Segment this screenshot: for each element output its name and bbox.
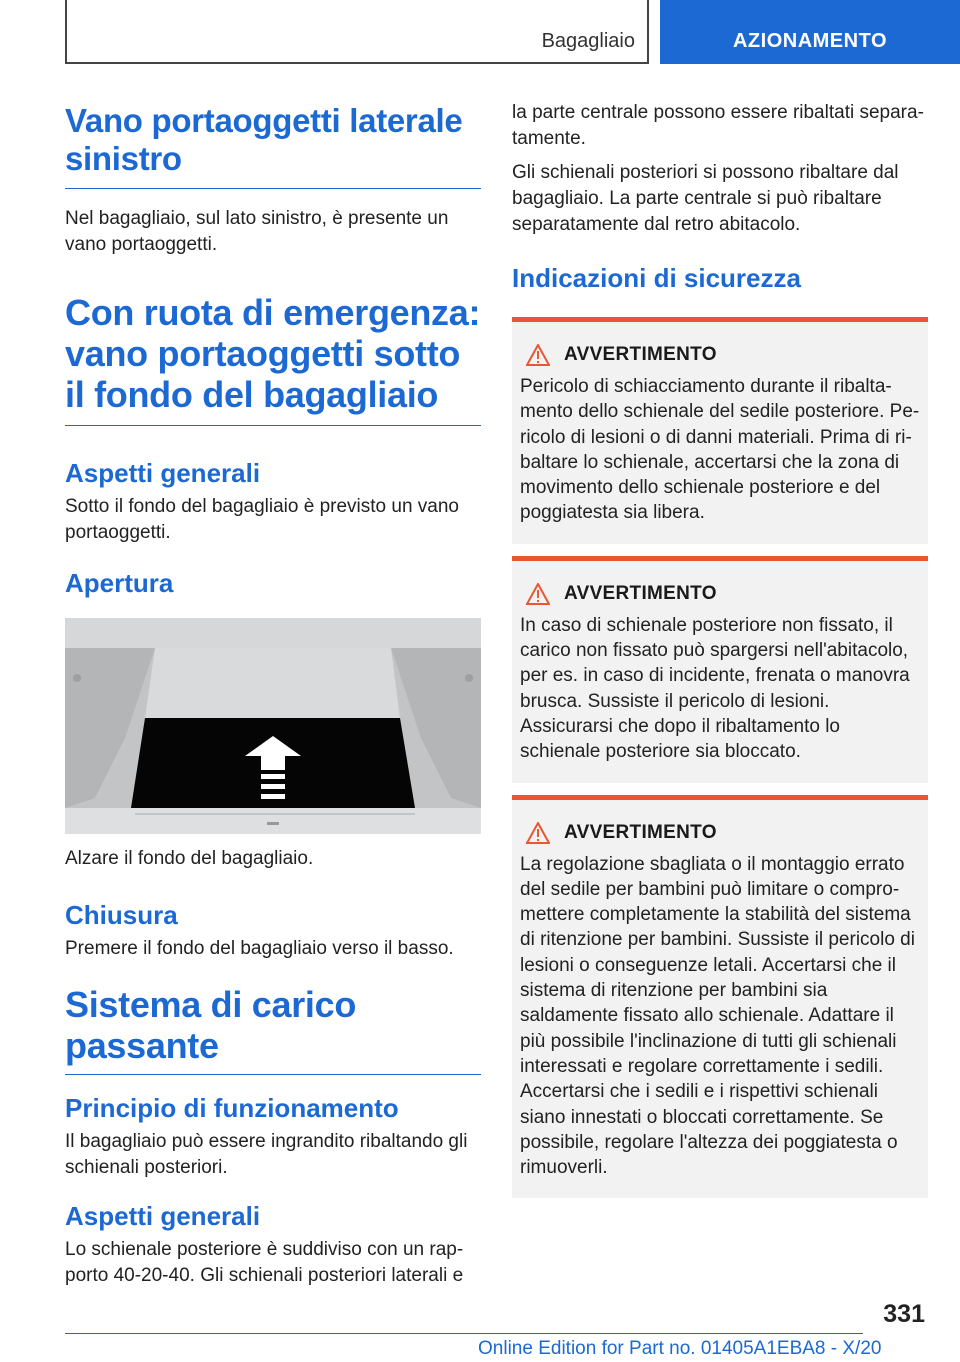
warning-text-2: In caso di schienale posteriore non fissato, il carico non fissato può spargersi nell'abitacolo, per es. in caso di incidente, frenata o manovra brusca. Sussiste il pericolo di lesioni. Assicurarsi che dopo il ribaltamento lo schienale posteriore sia bloccato. [520, 614, 910, 763]
text-principio: Il bagagliaio può essere ingrandito ribaltando gli schienali posteriori. [65, 1131, 468, 1178]
warning-box-3 [512, 795, 928, 1199]
header-chapter-tab[interactable]: AZIONAMENTO [660, 0, 960, 64]
heading-aspetti-generali-1: Aspetti generali [65, 458, 261, 488]
text-aspetti-generali-1: Sotto il fondo del bagagliaio è previsto un vano portaoggetti. [65, 496, 459, 543]
trunk-floor-illustration [65, 618, 481, 834]
text-aspetti-generali-2: Lo schienale posteriore è suddiviso con un rapporto 40-20-40. Gli schienali posteriori laterali e [65, 1239, 464, 1286]
warning-title-3: AVVERTIMENTO [564, 821, 717, 843]
header-section-title: Bagagliaio [541, 30, 635, 52]
warning-triangle-icon [526, 344, 550, 366]
footer-divider [65, 1333, 863, 1334]
text-chiusura: Premere il fondo del bagagliaio verso il basso. [65, 938, 454, 959]
warning-text-3: La regolazione sbagliata o il montaggio errato del sedile per bambini può limitare o compromettere completamente la stabilità del sistema di ritenzione per bambini. Sussiste il pericolo di lesioni o conseguenze letali. Accertarsi che il sistema di ritenzione per bambini sia saldamente fissato allo schienale. Adattare il più possibile l'inclinazione di tutti gli schienali interessati e regolare correttamente i sedili. Accertarsi che i sedili e i rispettivi schienali siano innestati o bloccati correttamente. Se possibile, regolare l'altezza dei poggiatesta o rimuoverli. [520, 853, 915, 1179]
warning-title-1: AVVERTIMENTO [564, 344, 717, 365]
warning-text-1: Pericolo di schiacciamento durante il ribaltamento dello schienale del sedile posteriore. Pericolo di lesioni o di danni materiali. Prima di ribaltare lo schienale, accertarsi che la zona di movimento dello schienale posteriore e del poggiatesta sia libera. [520, 376, 920, 524]
figure-caption: Alzare il fondo del bagagliaio. [65, 848, 314, 869]
heading-aspetti-generali-2: Aspetti generali [65, 1201, 261, 1231]
left-column [65, 102, 481, 1289]
warning-triangle-icon [526, 583, 550, 605]
footer-edition-text: Online Edition for Part no. 01405A1EBA8 - X/20 [478, 1338, 882, 1359]
header-section-box [65, 0, 649, 64]
text-vano-laterale: Nel bagagliaio, sul lato sinistro, è presente un vano portaoggetti. [65, 208, 449, 255]
trunk-illustration-svg [65, 618, 481, 834]
text-continuation-2: Gli schienali posteriori si possono ribaltare dal bagagliaio. La parte centrale si può ribaltare separatamente dal retro abitacolo. [512, 162, 899, 235]
heading-vano-laterale: Vano portaoggetti laterale sinistro [65, 102, 481, 189]
warning-box-2 [512, 556, 928, 783]
heading-chiusura: Chiusura [65, 900, 178, 930]
heading-indicazioni-sicurezza: Indicazioni di sicurezza [512, 263, 801, 293]
heading-apertura: Apertura [65, 568, 174, 598]
text-continuation-1: la parte centrale possono essere ribaltati separatamente. [512, 102, 924, 149]
right-column [512, 100, 928, 1198]
warning-triangle-icon [526, 822, 550, 844]
warning-box-1 [512, 317, 928, 544]
page-number: 331 [883, 1300, 925, 1328]
footer-edition [478, 1338, 881, 1360]
warning-title-2: AVVERTIMENTO [564, 582, 717, 604]
heading-ruota-emergenza: Con ruota di emergenza: vano portaoggetti sotto il fondo del bagagliaio [65, 292, 481, 426]
heading-principio: Principio di funzionamento [65, 1093, 399, 1123]
heading-sistema-carico: Sistema di carico passante [65, 984, 481, 1075]
